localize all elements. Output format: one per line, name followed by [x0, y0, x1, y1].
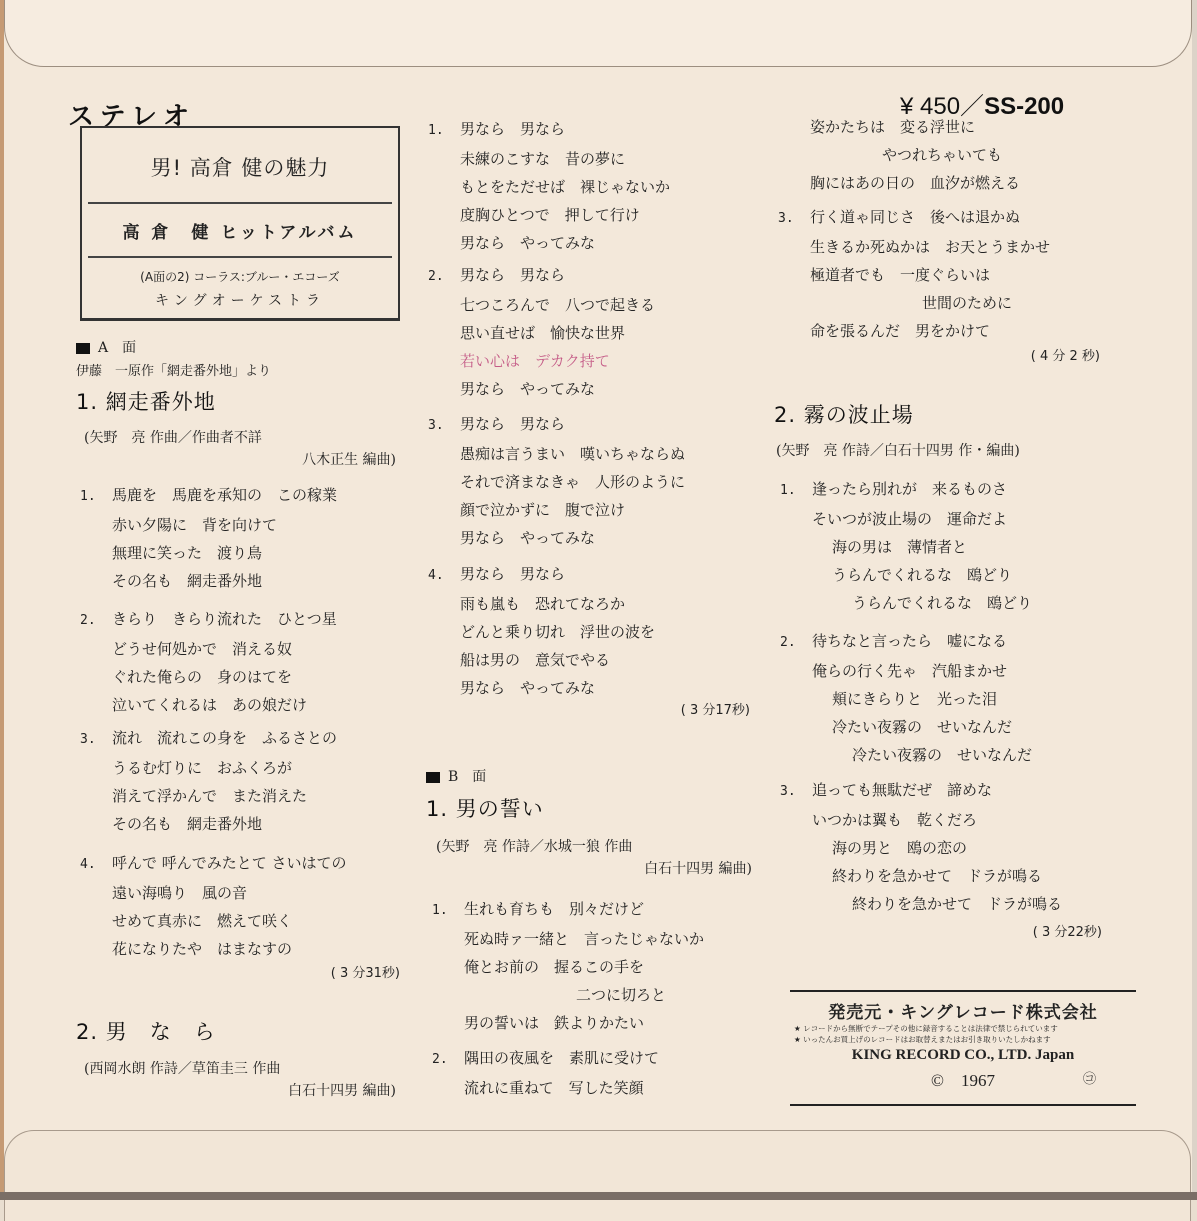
lyric-line: 思い直せば 愉快な世界 — [460, 324, 626, 342]
stereo-label: ステレオ — [68, 102, 195, 132]
lyric-line: ぐれた俺らの 身のはてを — [112, 668, 293, 686]
verse — [432, 1044, 659, 1102]
lyric-line: 男なら 男なら — [460, 266, 566, 284]
lyric-line: 終わりを急かせて ドラが鳴る — [852, 895, 1063, 913]
lyric-line: 無理に笑った 渡り鳥 — [112, 544, 263, 562]
song-credits — [436, 836, 752, 880]
lyric-line: 二つに切ろと — [576, 986, 667, 1004]
bottom-edge — [0, 1192, 1197, 1200]
copyright — [790, 1066, 1136, 1091]
square-bullet-icon — [76, 343, 90, 354]
side-b-label: B 面 — [448, 769, 487, 785]
verse — [780, 627, 1032, 769]
top-flap — [4, 0, 1192, 67]
verse — [428, 560, 655, 702]
left-edge — [0, 0, 4, 1200]
lyric-line: 七つころんで 八つで起きる — [460, 296, 656, 314]
lyric-line: その名も 網走番外地 — [112, 815, 263, 833]
lyric-line: どんと乗り切れ 浮世の波を — [460, 623, 656, 641]
lyric-line: せめて真赤に 燃えて咲く — [112, 912, 293, 930]
verse-number: 1. — [780, 483, 796, 498]
lyric-line: 頬にきらりと 光った泪 — [832, 690, 998, 708]
song-title: 2. 霧の波止場 — [774, 403, 914, 427]
divider — [88, 256, 392, 258]
lyric-line: 冷たい夜霧の せいなんだ — [832, 718, 1013, 736]
title-box — [80, 126, 400, 321]
publisher-box — [790, 990, 1136, 1106]
lyric-line: うらんでくれるな 鴎どり — [852, 594, 1033, 612]
credit-line: 白石十四男 編曲) — [644, 861, 752, 877]
lyric-line: 終わりを急かせて ドラが鳴る — [832, 867, 1043, 885]
divider — [88, 202, 392, 204]
lyric-line: 男なら やってみな — [460, 529, 596, 547]
song-duration: ( 3 分31秒) — [330, 966, 400, 981]
verse-number: 2. — [432, 1052, 448, 1067]
verse-number: 3. — [780, 784, 796, 799]
lyric-line: 逢ったら別れが 来るものさ — [812, 480, 1008, 498]
album-subtitle: 高 倉 健 ヒットアルバム — [122, 223, 358, 243]
lyric-line: 死ぬ時ァ一緒と 言ったじゃないか — [464, 930, 705, 948]
company-name: KING RECORD CO., LTD. Japan — [851, 1047, 1075, 1063]
lyric-line: 海の男と 鴎の恋の — [832, 839, 968, 857]
lyric-line: 男なら 男なら — [460, 415, 566, 433]
verse — [80, 724, 337, 838]
king-mark-icon: ㋙ — [1082, 1071, 1096, 1086]
song-credits — [84, 427, 396, 471]
verse-number: 2. — [428, 269, 444, 284]
lyric-line: 世間のために — [922, 294, 1013, 312]
credit-line: 白石十四男 編曲) — [288, 1083, 396, 1099]
lyric-line: やつれちゃいても — [882, 146, 1003, 164]
verse — [428, 115, 670, 257]
verse-number: 1. — [432, 903, 448, 918]
side-b-header — [426, 766, 486, 786]
lyric-line: 追っても無駄だぜ 諦めな — [812, 781, 993, 799]
song-credits — [776, 440, 1020, 462]
lyric-line: 男なら やってみな — [460, 679, 596, 697]
square-bullet-icon — [426, 772, 440, 783]
lyric-line: いつかは翼も 乾くだろ — [812, 811, 978, 829]
lyric-line: 顔で泣かずに 腹で泣け — [460, 501, 626, 519]
credit-line: (矢野 亮 作詩／白石十四男 作・編曲) — [776, 443, 1020, 459]
lyric-line: 生れも育ちも 別々だけど — [464, 900, 645, 918]
verse-number: 3. — [80, 732, 96, 747]
lyric-line: 呼んで 呼んでみたとて さいはての — [112, 854, 347, 872]
verse — [80, 481, 337, 595]
lyric-line: そいつが波止場の 運命だよ — [812, 510, 1008, 528]
lyric-line: 待ちなと言ったら 嘘になる — [812, 632, 1008, 650]
lyric-line: 愚痴は言うまい 嘆いちゃならぬ — [460, 445, 686, 463]
verse-number: 4. — [428, 568, 444, 583]
side-a-label: A 面 — [98, 340, 137, 356]
verse — [428, 261, 655, 403]
verse-number: 3. — [778, 211, 794, 226]
credit-line: (西岡水朗 作詩／草笛圭三 作曲 — [84, 1061, 281, 1077]
lyric-line: 未練のこすな 昔の夢に — [460, 150, 626, 168]
publisher: 発売元・キングレコード株式会社 — [828, 1003, 1098, 1023]
lyric-line: 男なら 男なら — [460, 565, 566, 583]
song-duration: ( 3 分22秒) — [1032, 925, 1102, 940]
lyric-line: 行く道ゃ同じさ 後へは退かぬ — [810, 208, 1021, 226]
lyric-line-highlighted: 若い心は デカク持て — [460, 352, 610, 370]
verse-number: 2. — [780, 635, 796, 650]
verse — [780, 776, 1062, 918]
lyric-line: どうせ何処かで 消える奴 — [112, 640, 293, 658]
lyric-line: 雨も嵐も 恐れてなろか — [460, 595, 626, 613]
lyric-line: 馬鹿を 馬鹿を承知の この稼業 — [112, 486, 338, 504]
verse-number: 1. — [80, 489, 96, 504]
verse — [80, 849, 347, 963]
verse — [778, 203, 1050, 345]
bottom-flap — [4, 1130, 1191, 1221]
lyric-line: 姿かたちは 変る浮世に — [810, 118, 976, 136]
verse-number: 4. — [80, 857, 96, 872]
lyric-line: うらんでくれるな 鴎どり — [832, 566, 1013, 584]
lyric-line: 赤い夕陽に 背を向けて — [112, 516, 278, 534]
verse-continued — [778, 113, 1020, 197]
album-title: 男! 高倉 健の魅力 — [150, 156, 330, 180]
legal-note: ★ レコードから無断でテープその他に録音することは法律で禁じられています — [794, 1024, 1058, 1033]
verse-number: 3. — [428, 418, 444, 433]
lyric-line: 隅田の夜風を 素肌に受けて — [464, 1049, 660, 1067]
right-edge — [1192, 0, 1197, 1200]
lyric-line: 泣いてくれるは あの娘だけ — [112, 696, 308, 714]
lyric-line: それで済まなきゃ 人形のように — [460, 473, 686, 491]
lyric-line: きらり きらり流れた ひとつ星 — [112, 610, 337, 628]
lyric-line: 胸にはあの日の 血汐が燃える — [810, 174, 1021, 192]
lyric-line: 遠い海鳴り 風の音 — [112, 884, 248, 902]
lyric-line: 消えて浮かんで また消えた — [112, 787, 308, 805]
credit-line: (矢野 亮 作曲／作曲者不詳 — [84, 430, 262, 446]
lyric-line: 俺らの行く先ゃ 汽船まかせ — [812, 662, 1008, 680]
side-a-header — [76, 337, 136, 357]
catalog-number: SS-200 — [984, 93, 1065, 120]
verse — [780, 475, 1032, 617]
song-duration: ( 3 分17秒) — [680, 703, 750, 718]
verse-number: 2. — [80, 613, 96, 628]
orchestra-credit: キングオーケストラ — [154, 293, 326, 309]
lyric-line: 海の男は 薄情者と — [832, 538, 968, 556]
lyric-line: 流れに重ねて 写した笑顔 — [464, 1079, 644, 1097]
lyric-line: その名も 網走番外地 — [112, 572, 263, 590]
lyric-line: 俺とお前の 握るこの手を — [464, 958, 645, 976]
verse — [428, 410, 685, 552]
song-title: 1. 男の誓い — [426, 797, 544, 821]
credit-line: (矢野 亮 作詩／水城一狼 作曲 — [436, 839, 633, 855]
verse — [80, 605, 337, 719]
lyric-line: うるむ灯りに おふくろが — [112, 759, 293, 777]
song-credits — [84, 1058, 396, 1102]
lyric-line: 男の誓いは 鉄よりかたい — [464, 1014, 645, 1032]
lyric-line: もとをただせば 裸じゃないか — [460, 178, 671, 196]
lyric-line: 男なら やってみな — [460, 234, 596, 252]
song-title: 1. 網走番外地 — [76, 390, 216, 414]
song-title: 2. 男 な ら — [76, 1020, 216, 1044]
chorus-credit: (A面の2) コーラス:ブルー・エコーズ — [140, 270, 340, 284]
lyric-line: 冷たい夜霧の せいなんだ — [852, 746, 1033, 764]
lyric-line: 男なら やってみな — [460, 380, 596, 398]
song-duration: ( 4 分 2 秒) — [1030, 349, 1100, 364]
lyric-line: 流れ 流れこの身を ふるさとの — [112, 729, 338, 747]
lyric-line: 船は男の 意気でやる — [460, 651, 611, 669]
lyric-line: 極道者でも 一度ぐらいは — [810, 266, 991, 284]
price: ¥ 450／ — [900, 93, 985, 120]
lyric-line: 男なら 男なら — [460, 120, 566, 138]
song-origin: 伊藤 一原作「網走番外地」より — [76, 364, 272, 379]
lyric-line: 花になりたや はまなすの — [112, 940, 293, 958]
copyright-year: © 1967 — [931, 1071, 995, 1090]
credit-line: 八木正生 編曲) — [302, 452, 396, 468]
lyric-line: 生きるか死ぬかは お天とうまかせ — [810, 238, 1051, 256]
verse-number: 1. — [428, 123, 444, 138]
legal-note: ★ いったんお買上げのレコードはお取替えまたはお引き取りいたしかねます — [794, 1035, 1051, 1044]
lyric-line: 度胸ひとつで 押して行け — [460, 206, 640, 224]
verse — [432, 895, 704, 1037]
lyric-line: 命を張るんだ 男をかけて — [810, 322, 991, 340]
